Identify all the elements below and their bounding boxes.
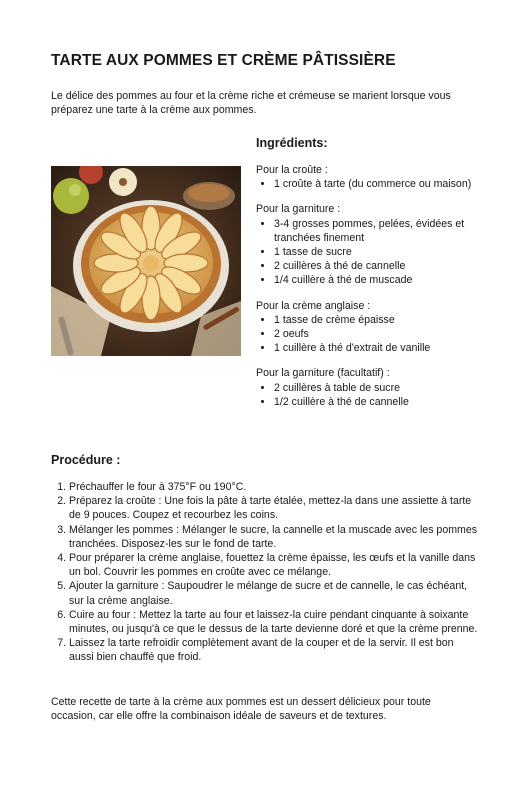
procedure-step: 5. Ajouter la garniture : Saupoudrer le mélange de sucre et de cannelle, le cas échéant, sur la crème anglaise.: [69, 579, 481, 607]
group-label: Pour la garniture :: [256, 203, 341, 216]
recipe-intro: Le délice des pommes au four et la crème riche et crémeuse se marient lorsque vous préparez une tarte à la crème aux pommes.: [51, 90, 451, 116]
ingredient-group-filling: [256, 202, 476, 287]
ingredient-item: • 1/2 cuillère à thé de cannelle: [274, 395, 476, 409]
ingredient-item: • 1/4 cuillère à thé de muscade: [274, 273, 476, 287]
ingredient-item: • 1 tasse de sucre: [274, 245, 476, 259]
recipe-title: TARTE AUX POMMES ET CRÈME PÂTISSIÈRE: [51, 52, 396, 69]
group-label: Pour la garniture (facultatif) :: [256, 367, 390, 380]
procedure-step: 2. Préparez la croûte : Une fois la pâte à tarte étalée, mettez-la dans une assiette à tarte de 9 pouces. Coupez et recourbez les coins.: [69, 494, 481, 522]
ingredient-item: • 2 oeufs: [274, 327, 476, 341]
ingredient-item: • 2 cuillères à thé de cannelle: [274, 259, 476, 273]
ingredient-group-crust: [256, 163, 476, 191]
procedure-step: 4. Pour préparer la crème anglaise, fouettez la crème épaisse, les œufs et la vanille dans un bol. Couvrir les pommes en croûte avec ce mélange.: [69, 551, 481, 579]
procedure-step: 3. Mélanger les pommes : Mélanger le sucre, la cannelle et la muscade avec les pommes tranchées. Disposez-les sur le fond de tarte.: [69, 523, 481, 551]
ingredient-group-custard: [256, 299, 476, 356]
group-label: Pour la croûte :: [256, 164, 328, 176]
ingredient-item: • 3-4 grosses pommes, pelées, évidées et tranchées finement: [274, 217, 476, 245]
procedure-step: 7. Laissez la tarte refroidir complètement avant de la couper et de la servir. Il est bon aussi bien chauffé que froid.: [69, 636, 481, 664]
ingredient-item: • 2 cuillères à table de sucre: [274, 381, 476, 395]
procedure-heading: Procédure :: [51, 453, 121, 467]
ingredient-group-topping: [256, 366, 476, 409]
group-label: Pour la crème anglaise :: [256, 299, 371, 312]
ingredient-item: • 1 cuillère à thé d'extrait de vanille: [274, 341, 476, 355]
apple-tart-photo: [51, 166, 241, 356]
ingredients-list: [256, 163, 476, 420]
ingredient-item: • 1 croûte à tarte (du commerce ou maison): [274, 177, 476, 191]
recipe-outro: Cette recette de tarte à la crème aux pommes est un dessert délicieux pour toute occasion, car elle offre la combinaison idéale de saveurs et de textures.: [51, 696, 431, 723]
ingredient-item: • 1 tasse de crème épaisse: [274, 313, 476, 327]
procedure-step: 1. Préchauffer le four à 375°F ou 190°C.: [69, 480, 481, 494]
procedure-step: 6. Cuire au four : Mettez la tarte au four et laissez-la cuire pendant cinquante à soixante minutes, ou jusqu'à ce que le dessus de la tarte devienne doré et que la crème prenne.: [69, 608, 481, 636]
ingredients-heading: Ingrédients:: [256, 136, 328, 150]
procedure-steps: [51, 480, 481, 665]
